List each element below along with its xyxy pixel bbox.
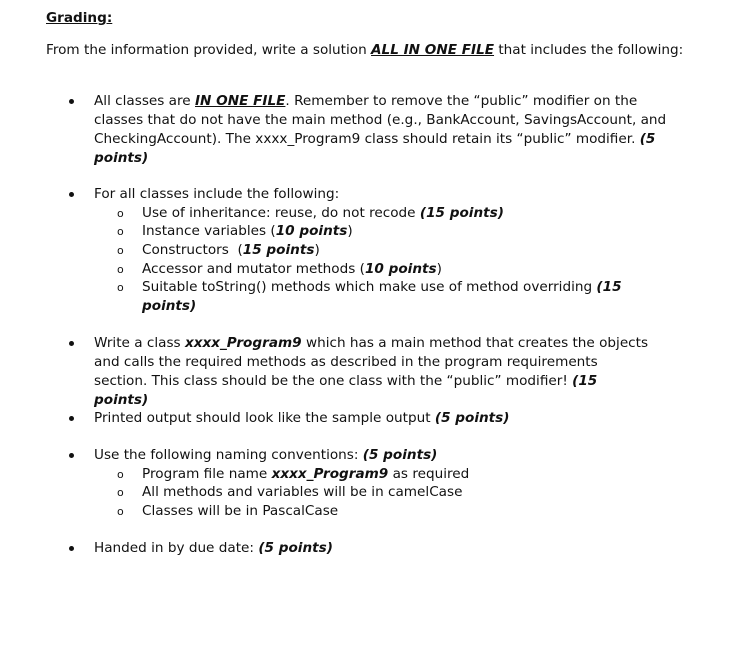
bullet-text-start: Printed output should look like the sample output — [94, 410, 435, 426]
sub-item-text: All methods and variables will be in camelCase — [142, 484, 463, 500]
sub-bullet-icon: o — [117, 263, 124, 276]
intro-text-end: that includes the following: — [494, 42, 684, 58]
points-label: 15 points — [242, 242, 315, 258]
sub-bullet-icon: o — [117, 225, 124, 238]
points-label: 10 points — [275, 223, 348, 239]
sub-item-text — [142, 278, 632, 316]
sub-bullet-icon: o — [117, 207, 124, 220]
sub-bullet-icon: o — [117, 244, 124, 257]
sub-item-close: as required — [388, 466, 470, 482]
sub-item-text — [142, 222, 642, 241]
bullet-text — [94, 92, 679, 168]
page-title: Grading: — [46, 10, 113, 26]
bullet-icon — [69, 416, 74, 421]
bullet-emphasis: xxxx_Program9 — [184, 335, 302, 351]
sub-item-text: Classes will be in PascalCase — [142, 503, 339, 519]
sub-item-label: Constructors ( — [142, 242, 243, 258]
points-label: (15 points) — [142, 279, 622, 314]
bullet-text — [94, 334, 654, 410]
points-label: (5 points) — [362, 447, 438, 463]
sub-item-text — [142, 260, 642, 279]
bullet-text — [94, 539, 679, 558]
sub-item-close: ) — [347, 223, 353, 239]
sub-bullet-icon: o — [117, 468, 124, 481]
bullet-text-body: which has a main method that creates the objects and calls the required methods as described in the program requirements section. This class should be the one class with the “public” modifier! — [94, 335, 649, 389]
points-label: (5 points) — [94, 131, 656, 166]
sub-item-close: ) — [436, 261, 442, 277]
sub-item-text — [142, 241, 642, 260]
bullet-text: For all classes include the following: — [94, 186, 340, 202]
sub-item-label: Program file name — [142, 466, 272, 482]
bullet-text — [94, 409, 679, 428]
sub-item-text — [142, 204, 642, 223]
bullet-text-start: Use the following naming conventions: — [94, 447, 363, 463]
bullet-text-body: . Remember to remove the “public” modifier on the classes that do not have the main method (e.g., BankAccount, SavingsAccount, and CheckingAccount). The xxxx_Program9 class should retain its “public” modifier. — [94, 93, 667, 147]
intro-text: From the information provided, write a solution — [46, 42, 372, 58]
bullet-icon — [69, 453, 74, 458]
bullet-icon — [69, 546, 74, 551]
bullet-icon — [69, 192, 74, 197]
bullet-text-start: All classes are — [94, 93, 195, 109]
sub-bullet-icon: o — [117, 281, 124, 294]
points-label: (15 points) — [94, 373, 598, 408]
points-label: (15 points) — [419, 205, 504, 221]
sub-bullet-icon: o — [117, 486, 124, 499]
intro-paragraph — [46, 41, 686, 60]
sub-item-label: Suitable toString() methods which make use of method overriding — [142, 279, 597, 295]
sub-bullet-icon: o — [117, 505, 124, 518]
sub-item-text — [142, 465, 642, 484]
points-label: (5 points) — [434, 410, 510, 426]
bullet-text-start: Handed in by due date: — [94, 540, 259, 556]
sub-item-label: Accessor and mutator methods ( — [142, 261, 365, 277]
points-label: 10 points — [364, 261, 437, 277]
bullet-text — [94, 446, 679, 465]
bullet-icon — [69, 99, 74, 104]
sub-item-label: Instance variables ( — [142, 223, 276, 239]
sub-item-label: Use of inheritance: reuse, do not recode — [142, 205, 420, 221]
points-label: (5 points) — [258, 540, 333, 556]
bullet-icon — [69, 341, 74, 346]
intro-emphasis: ALL IN ONE FILE — [371, 42, 495, 58]
bullet-text-start: Write a class — [94, 335, 185, 351]
sub-item-close: ) — [314, 242, 320, 258]
sub-item-emphasis: xxxx_Program9 — [271, 466, 389, 482]
bullet-emphasis: IN ONE FILE — [195, 93, 286, 109]
